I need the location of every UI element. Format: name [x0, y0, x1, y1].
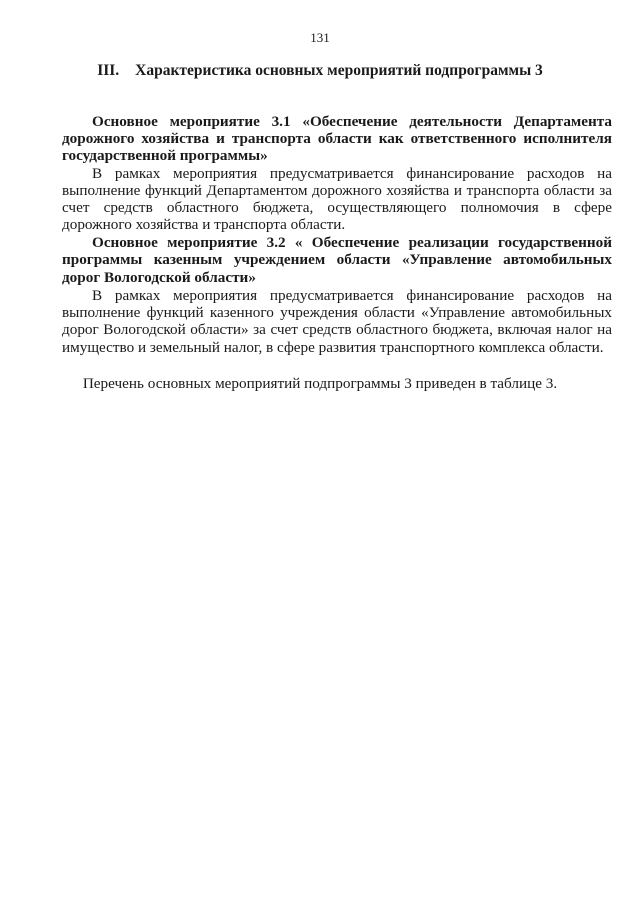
- measure-3-1-body: дорожного хозяйства и транспорта области.: [62, 216, 346, 233]
- measure-3-1-body: счет средств областного бюджета, осуществляющего полномочия в сфере: [62, 199, 612, 216]
- measure-3-1-title: дорожного хозяйства и транспорта области как ответственного исполнителя: [62, 130, 612, 147]
- measure-3-2-title: дорог Вологодской области»: [62, 269, 256, 286]
- measure-3-1-body: выполнение функций Департаментом дорожного хозяйства и транспорта области за: [62, 182, 612, 199]
- closing-note: Перечень основных мероприятий подпрограммы 3 приведен в таблице 3.: [82, 375, 558, 392]
- measure-3-2-body: выполнение функций казенного учреждения области «Управление автомобильных: [62, 304, 612, 321]
- measure-3-1-title: государственной программы»: [62, 147, 268, 164]
- measure-3-2-body: имущество и земельный налог, в сфере развития транспортного комплекса области.: [62, 339, 604, 356]
- section-number: III.: [97, 62, 120, 79]
- measure-3-1-title: Основное мероприятие 3.1 «Обеспечение деятельности Департамента: [92, 113, 612, 130]
- section-heading: [0, 62, 640, 80]
- measure-3-2-body: дорог Вологодской области» за счет средств областного бюджета, включая налог на: [62, 321, 612, 338]
- measure-3-2-body: В рамках мероприятия предусматривается финансирование расходов на: [92, 287, 612, 304]
- measure-3-2-title: программы казенным учреждением области «Управление автомобильных: [62, 251, 612, 268]
- measure-3-1-body: В рамках мероприятия предусматривается финансирование расходов на: [92, 165, 612, 182]
- page-number: 131: [310, 30, 330, 45]
- measure-3-2-title: Основное мероприятие 3.2 « Обеспечение реализации государственной: [92, 234, 612, 251]
- section-title: Характеристика основных мероприятий подпрограммы 3: [135, 62, 543, 79]
